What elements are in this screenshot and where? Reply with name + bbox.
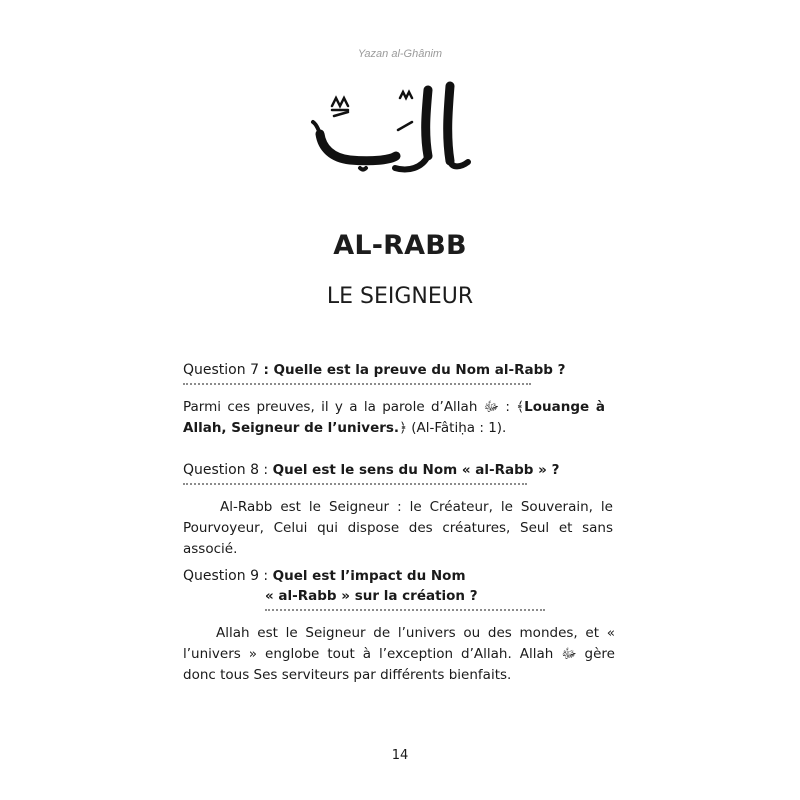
answer-text: Al-Rabb est le Seigneur : le Créateur, le Souverain, le Pourvoyeur, Celui qui dispose des créatures, Seul et sans associé. (183, 499, 613, 557)
question-text: : Quelle est la preuve du Nom al-Rabb ? (263, 362, 566, 378)
question-label: Question 8 (183, 462, 259, 478)
question-block-8 (183, 460, 615, 560)
dotted-divider (265, 606, 545, 611)
answer-text: Allah est le Seigneur de l’univers ou des mondes, et « l’univers » englobe tout à l’exception d’Allah. Allah ﷻ gère donc tous Ses serviteurs par différents bienfaits. (183, 625, 615, 683)
question-line (183, 360, 615, 380)
dotted-divider (183, 480, 527, 485)
dotted-divider (183, 380, 531, 385)
answer-text: Parmi ces preuves, il y a la parole d’Allah ﷻ : ﴾Louange à Allah, Seigneur de l’univers.﴿ (Al-Fâtiḥa : 1). (183, 399, 606, 436)
question-text: « al-Rabb » sur la création ? (265, 588, 478, 604)
question-text: Quel est le sens du Nom « al-Rabb » ? (272, 462, 560, 478)
page-number: 14 (391, 748, 409, 763)
name-title: AL-RABB (333, 230, 467, 261)
question-label: Question 9 (183, 568, 259, 584)
question-label: Question 7 (183, 362, 259, 378)
name-translation: LE SEIGNEUR (326, 284, 474, 309)
question-text: Quel est l’impact du Nom (272, 568, 466, 584)
question-line-continued (183, 586, 615, 606)
question-line: Question 8 : Quel est le sens du Nom « al-Rabb » ? (183, 462, 560, 478)
running-header-author: Yazan al-Ghânim (357, 48, 443, 60)
question-line: Question 9 : Quel est l’impact du Nom (183, 568, 466, 584)
arabic-calligraphy-al-rabb (300, 76, 500, 186)
question-block-7 (183, 360, 615, 439)
question-block-9 (183, 566, 615, 686)
